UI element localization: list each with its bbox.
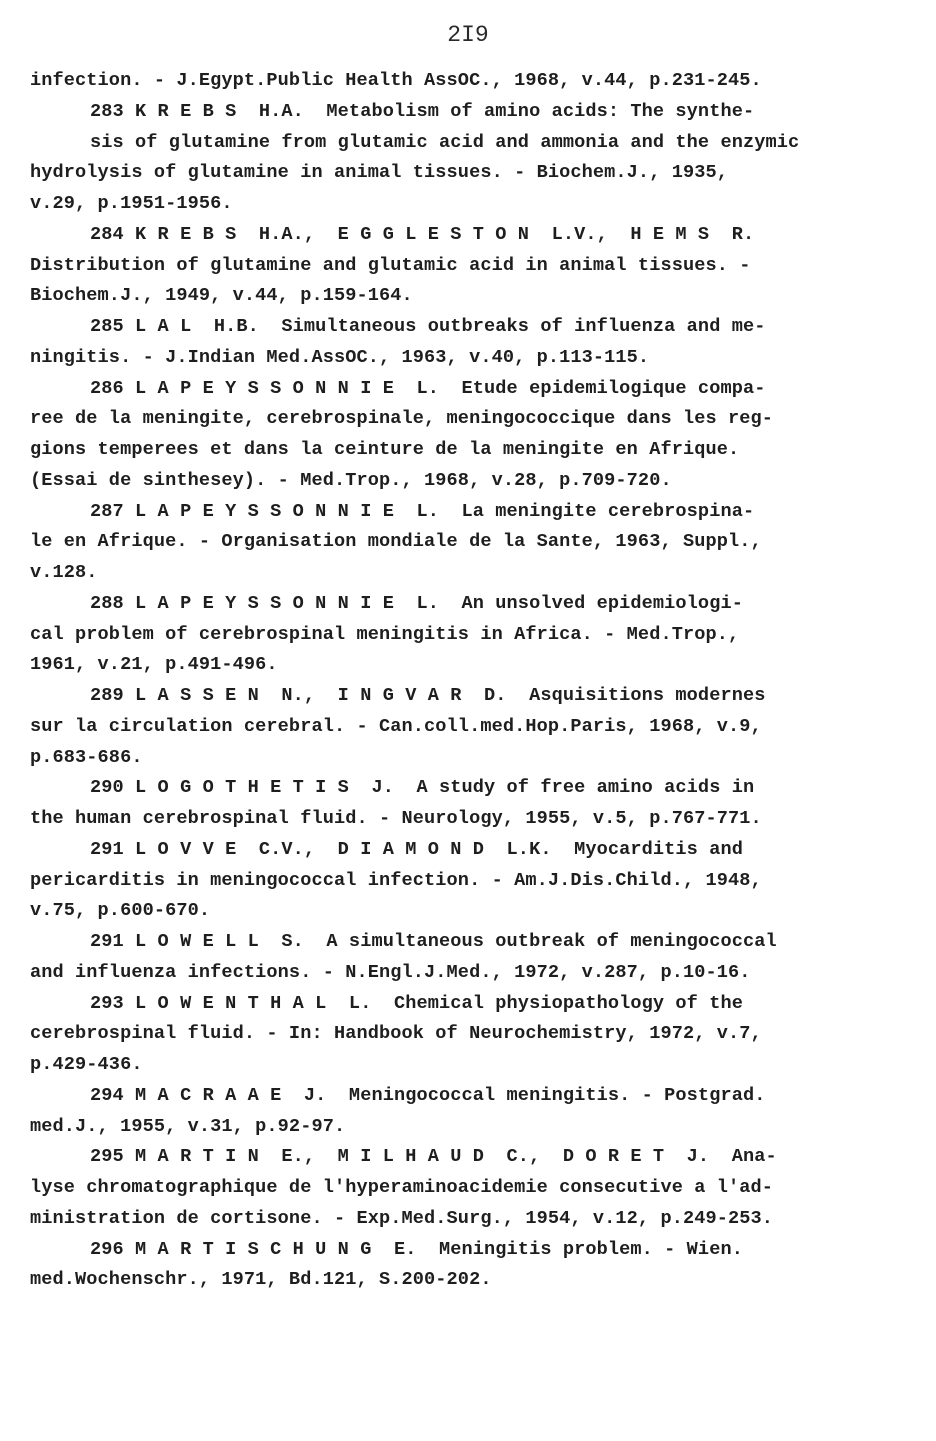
bibliography-line: pericarditis in meningococcal infection. - Am.J.Dis.Child., 1948, xyxy=(30,869,762,891)
bibliography-line: and influenza infections. - N.Engl.J.Med., 1972, v.287, p.10-16. xyxy=(30,961,751,983)
bibliography-line: le en Afrique. - Organisation mondiale de la Sante, 1963, Suppl., xyxy=(30,531,762,553)
bibliography-line: 291 L O V V E C.V., D I A M O N D L.K. Myocarditis and xyxy=(90,838,743,860)
bibliography-line: p.683-686. xyxy=(30,746,143,768)
bibliography-line: p.429-436. xyxy=(30,1054,143,1075)
bibliography-line: 284 K R E B S H.A., E G G L E S T O N L.V., H E M S R. xyxy=(90,223,755,245)
bibliography-line: 287 L A P E Y S S O N N I E L. La meningite cerebrospina- xyxy=(90,500,755,522)
bibliography-line: 293 L O W E N T H A L L. Chemical physiopathology of the xyxy=(90,992,743,1014)
bibliography-line: cerebrospinal fluid. - In: Handbook of Neurochemistry, 1972, v.7, xyxy=(30,1023,762,1045)
bibliography-line: Biochem.J., 1949, v.44, p.159-164. xyxy=(30,285,413,307)
bibliography-line: ningitis. - J.Indian Med.AssOC., 1963, v.40, p.113-115. xyxy=(30,346,650,368)
bibliography-line: gions temperees et dans la ceinture de la meningite en Afrique. xyxy=(30,439,740,460)
bibliography-line: 286 L A P E Y S S O N N I E L. Etude epidemilogique compa- xyxy=(90,377,766,399)
bibliography-line: Distribution of glutamine and glutamic acid in animal tissues. - xyxy=(30,254,751,276)
bibliography-line: med.J., 1955, v.31, p.92-97. xyxy=(30,1115,346,1137)
bibliography-line: 1961, v.21, p.491-496. xyxy=(30,654,278,676)
bibliography-line: 289 L A S S E N N., I N G V A R D. Asquisitions modernes xyxy=(90,685,766,706)
bibliography-line: 295 M A R T I N E., M I L H A U D C., D O R E T J. Ana- xyxy=(90,1146,777,1168)
bibliography-line: v.75, p.600-670. xyxy=(30,900,211,922)
bibliography-list xyxy=(30,66,910,1296)
bibliography-line: 290 L O G O T H E T I S J. A study of free amino acids in xyxy=(90,777,755,799)
bibliography-line: v.128. xyxy=(30,562,98,583)
bibliography-line: (Essai de sinthesey). - Med.Trop., 1968, v.28, p.709-720. xyxy=(30,469,672,491)
bibliography-line: hydrolysis of glutamine in animal tissues. - Biochem.J., 1935, xyxy=(30,162,728,184)
bibliography-line: lyse chromatographique de l'hyperaminoacidemie consecutive a l'ad- xyxy=(30,1177,774,1198)
bibliography-line: med.Wochenschr., 1971, Bd.121, S.200-202. xyxy=(30,1269,492,1291)
bibliography-line: 288 L A P E Y S S O N N I E L. An unsolved epidemiologi- xyxy=(90,592,743,614)
bibliography-line: 283 K R E B S H.A. Metabolism of amino acids: The synthe- xyxy=(90,100,755,122)
bibliography-line: cal problem of cerebrospinal meningitis in Africa. - Med.Trop., xyxy=(30,623,740,645)
bibliography-line: ministration de cortisone. - Exp.Med.Surg., 1954, v.12, p.249-253. xyxy=(30,1207,774,1229)
bibliography-line: the human cerebrospinal fluid. - Neurology, 1955, v.5, p.767-771. xyxy=(30,808,762,829)
bibliography-line: 294 M A C R A A E J. Meningococcal meningitis. - Postgrad. xyxy=(90,1084,766,1106)
bibliography-line: infection. - J.Egypt.Public Health AssOC., 1968, v.44, p.231-245. xyxy=(30,70,762,91)
bibliography-line: sur la circulation cerebral. - Can.coll.med.Hop.Paris, 1968, v.9, xyxy=(30,715,762,737)
bibliography-line: 291 L O W E L L S. A simultaneous outbreak of meningococcal xyxy=(90,931,777,952)
page-number: 2I9 xyxy=(447,22,489,48)
bibliography-line: sis of glutamine from glutamic acid and ammonia and the enzymic xyxy=(90,131,800,153)
bibliography-line: 296 M A R T I S C H U N G E. Meningitis problem. - Wien. xyxy=(90,1238,743,1260)
bibliography-line: 285 L A L H.B. Simultaneous outbreaks of influenza and me- xyxy=(90,316,766,337)
bibliography-line: ree de la meningite, cerebrospinale, meningococcique dans les reg- xyxy=(30,408,774,430)
bibliography-line: v.29, p.1951-1956. xyxy=(30,193,233,214)
